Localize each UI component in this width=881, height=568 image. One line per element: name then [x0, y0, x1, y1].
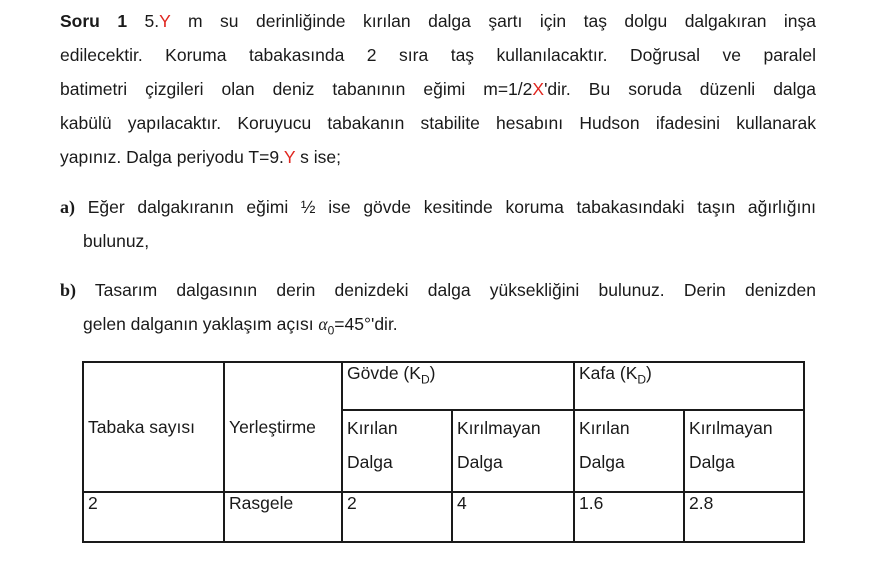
- header-govde-kirilan: Kırılan Dalga: [342, 410, 452, 492]
- part-b: [60, 273, 816, 348]
- cell-kafa-kirilan: 1.6: [574, 492, 684, 542]
- header-govde-kirilmayan: Kırılmayan Dalga: [452, 410, 574, 492]
- header-govde: Gövde $(K_D)$: [342, 362, 574, 410]
- part-a-letter: a): [60, 197, 75, 217]
- variable-y-2: Y: [283, 147, 296, 167]
- table-row: [83, 492, 804, 542]
- alpha-symbol: α: [318, 314, 328, 334]
- kd-table: [82, 361, 805, 543]
- question-number: Soru 1: [60, 11, 128, 31]
- cell-kafa-kirilmayan: 2.8: [684, 492, 804, 542]
- header-kafa-kirilmayan: Kırılmayan Dalga: [684, 410, 804, 492]
- part-b-line-1: b) Tasarım dalgasının derin denizdeki dalga yüksekliğini bulunuz. Derin denizden: [60, 280, 816, 300]
- cell-govde-kirilmayan: 4: [452, 492, 574, 542]
- part-a-line-2: bulunuz,: [83, 231, 150, 251]
- cell-govde-kirilan: 2: [342, 492, 452, 542]
- part-b-line-2: gelen dalganın yaklaşım açısı $\alpha_0=45^\circ'dir$.: [83, 314, 398, 338]
- intro-line-1: Soru 1 5.Y m su derinliğinde kırılan dalga şartı için taş dolgu dalgakıran inşa: [60, 11, 817, 31]
- variable-x: X: [532, 79, 545, 99]
- intro-line-5: yapınız. Dalga periyodu T=9.Y s ise;: [60, 147, 341, 167]
- question-intro: [60, 4, 816, 174]
- part-b-letter: b): [60, 280, 77, 300]
- variable-y: Y: [159, 11, 171, 31]
- intro-line-2: edilecektir. Koruma tabakasında 2 sıra taş kullanılacaktır. Doğrusal ve paralel: [60, 45, 816, 65]
- header-tabaka-sayisi: Tabaka sayısı: [83, 362, 224, 492]
- intro-line-3: batimetri çizgileri olan deniz tabanının eğimi m=1/2X'dir. Bu soruda düzenli dalga: [60, 79, 817, 99]
- header-kafa: Kafa $(K_D)$: [574, 362, 804, 410]
- part-a-line-1: a) Eğer dalgakıranın eğimi ½ ise gövde kesitinde koruma tabakasındaki taşın ağırlığını: [60, 197, 816, 217]
- cell-tabaka: 2: [83, 492, 224, 542]
- table-header-row-1: [83, 362, 804, 410]
- cell-yerlestirme: Rasgele: [224, 492, 342, 542]
- header-yerlestirme: Yerleştirme: [224, 362, 342, 492]
- header-kafa-kirilan: Kırılan Dalga: [574, 410, 684, 492]
- intro-line-4: kabülü yapılacaktır. Koruyucu tabakanın stabilite hesabını Hudson ifadesini kullanarak: [60, 113, 816, 133]
- part-a: [60, 190, 816, 258]
